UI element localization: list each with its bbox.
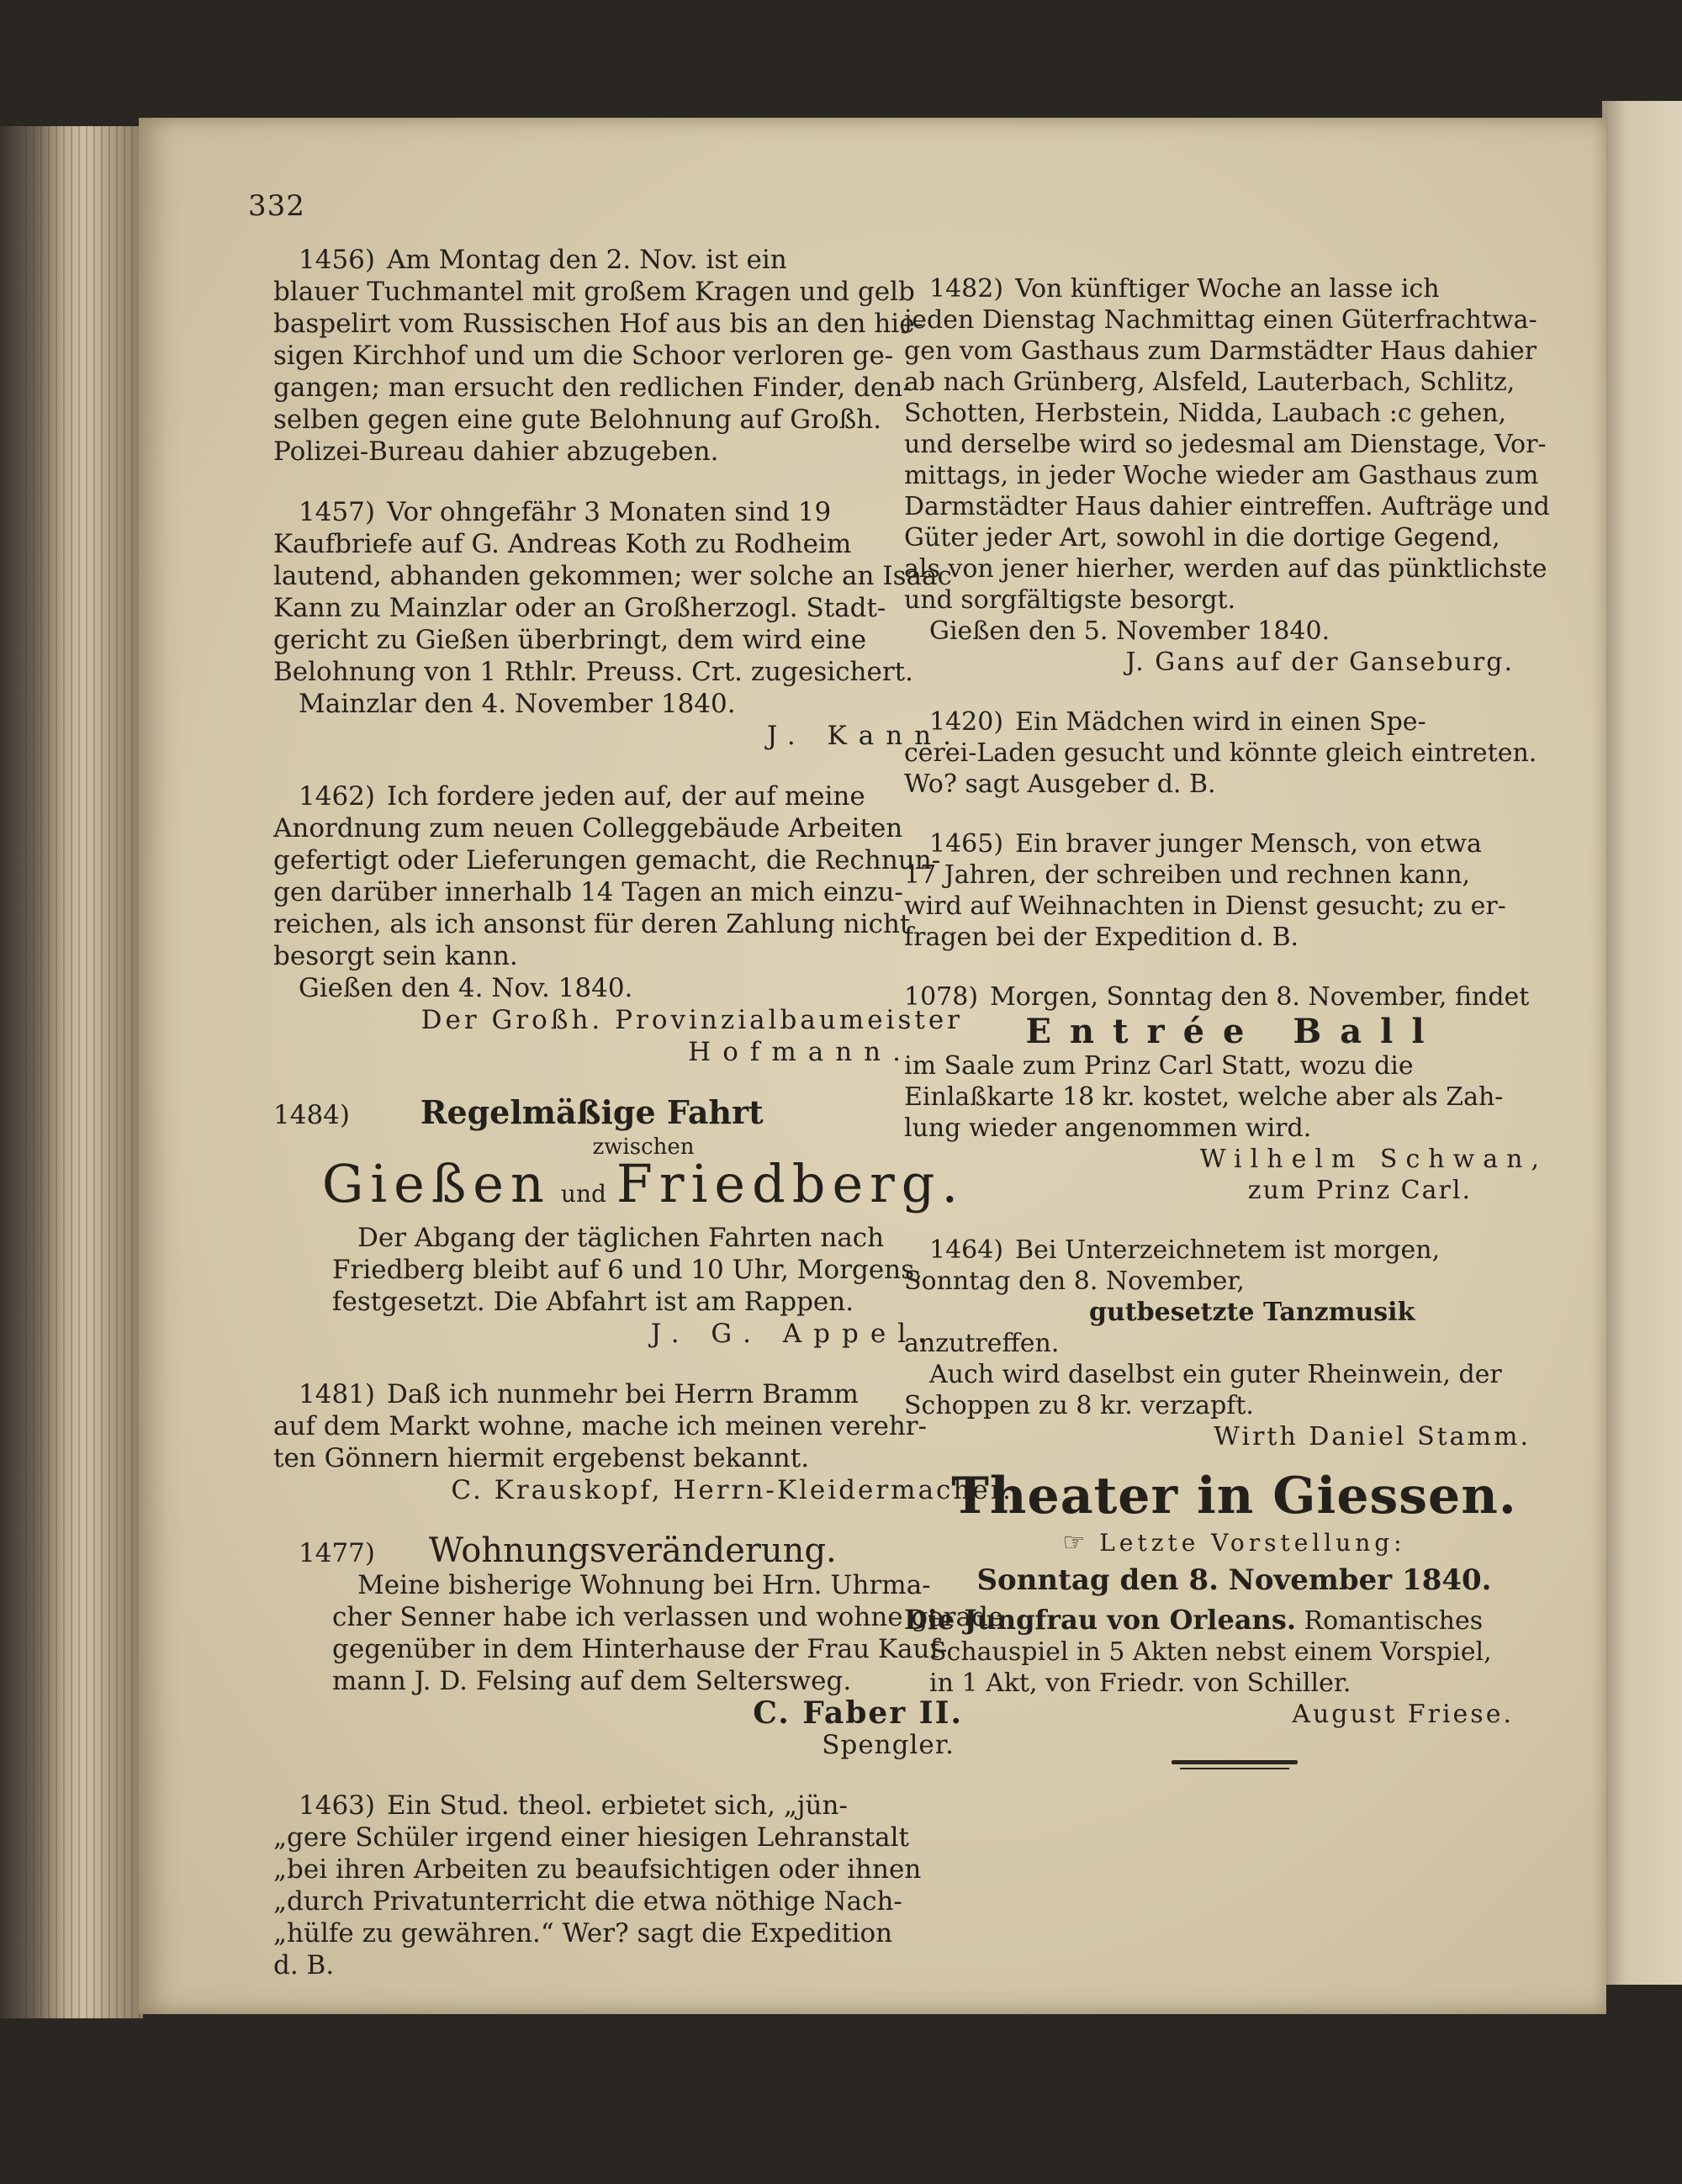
notice-line: gen vom Gasthaus zum Darmstädter Haus dahier	[904, 336, 1537, 366]
notice-subheading: zwischen	[592, 1134, 695, 1160]
notice-number: 1463)	[299, 1790, 375, 1821]
notice-line: und sorgfältigste besorgt.	[904, 585, 1236, 615]
signature: J. G. Appel.	[650, 1319, 938, 1349]
signature-place: zum Prinz Carl.	[1247, 1176, 1472, 1205]
notice-line: Auch wird daselbst ein guter Rheinwein, der	[929, 1360, 1502, 1389]
route-cities	[273, 1153, 1013, 1214]
connector-word: und	[560, 1180, 606, 1208]
page-number: 332	[248, 189, 305, 223]
notice-line: Güter jeder Art, sowohl in die dortige Gegend,	[904, 523, 1500, 553]
notice-number: 1078)	[904, 982, 979, 1012]
notice-line: „gere Schüler irgend einer hiesigen Lehranstalt	[273, 1822, 910, 1853]
notice-line: auf dem Markt wohne, mache ich meinen verehr-	[273, 1411, 928, 1441]
notice-line: Daß ich nunmehr bei Herrn Bramm	[387, 1379, 859, 1409]
notice-line: besorgt sein kann.	[273, 941, 518, 971]
notice-line: Ein braver junger Mensch, von etwa	[1015, 829, 1482, 859]
notice-line: Ein Stud. theol. erbietet sich, „jün-	[387, 1790, 848, 1821]
signature: Hofmann.	[688, 1037, 912, 1067]
notice-heading: Regelmäßige Fahrt	[420, 1093, 764, 1131]
notice-line: Kaufbriefe auf G. Andreas Koth zu Rodheim	[273, 529, 852, 559]
pointing-hand-icon: ☞	[1062, 1528, 1090, 1557]
notice-number: 1420)	[929, 707, 1004, 737]
notice-line: „bei ihren Arbeiten zu beaufsichtigen oder ihnen	[273, 1854, 922, 1885]
notice-number: 1456)	[299, 245, 375, 275]
notice-heading: gutbesetzte Tanzmusik	[1089, 1298, 1415, 1327]
signature: August Friese.	[1292, 1700, 1514, 1729]
notice-1484	[273, 1093, 1013, 1350]
notice-line: und derselbe wird so jedesmal am Dienstage, Vor-	[904, 430, 1547, 459]
theater-announcement	[904, 1467, 1564, 1769]
notice-line: Ich fordere jeden auf, der auf meine	[387, 781, 865, 812]
notice-1462	[273, 780, 1013, 1068]
notice-number: 1462)	[299, 781, 375, 812]
notice-line: Kann zu Mainzlar oder an Großherzogl. Stadt-	[273, 593, 886, 623]
notice-line: Friedberg bleibt auf 6 und 10 Uhr, Morgens,	[332, 1255, 923, 1285]
notice-line: ten Gönnern hiermit ergebenst bekannt.	[273, 1443, 810, 1473]
city-name: Friedberg.	[616, 1153, 965, 1214]
notice-number: 1481)	[299, 1379, 375, 1409]
notice-line: Sonntag den 8. November,	[904, 1267, 1245, 1296]
notice-line: gefertigt oder Lieferungen gemacht, die Rechnun-	[273, 845, 941, 875]
notice-line: Anordnung zum neuen Colleggebäude Arbeiten	[273, 813, 903, 843]
notice-1457	[273, 496, 1013, 752]
notice-line: gericht zu Gießen überbringt, dem wird eine	[273, 625, 867, 655]
notice-line: Einlaßkarte 18 kr. kostet, welche aber als Zah-	[904, 1082, 1504, 1112]
play-description: in 1 Akt, von Friedr. von Schiller.	[929, 1668, 1351, 1698]
notice-line: ab nach Grünberg, Alsfeld, Lauterbach, Schlitz,	[904, 368, 1515, 397]
signature: J. Kann.	[766, 721, 963, 751]
place-date: Mainzlar den 4. November 1840.	[299, 689, 736, 719]
notice-1477	[273, 1531, 1013, 1761]
notice-1463	[273, 1790, 1013, 1981]
notice-line: Bei Unterzeichnetem ist morgen,	[1015, 1235, 1441, 1265]
notice-number: 1477)	[299, 1538, 375, 1568]
notice-line: Schoppen zu 8 kr. verzapft.	[904, 1391, 1254, 1420]
signature: C. Faber II.	[753, 1695, 963, 1731]
signature: Wirth Daniel Stamm.	[1214, 1422, 1531, 1452]
place-date: Gießen den 5. November 1840.	[929, 616, 1330, 646]
city-name: Gießen	[321, 1153, 551, 1214]
notice-line: gegenüber in dem Hinterhause der Frau Kauf-	[332, 1634, 948, 1664]
notice-line: Ein Mädchen wird in einen Spe-	[1015, 707, 1426, 737]
theater-title: Theater in Giessen.	[951, 1467, 1517, 1526]
notice-line: blauer Tuchmantel mit großem Kragen und gelb	[273, 277, 915, 307]
notice-line: cher Senner habe ich verlassen und wohne gerade	[332, 1602, 1004, 1632]
place-date: Gießen den 4. Nov. 1840.	[299, 973, 633, 1003]
notice-number: 1465)	[929, 829, 1004, 859]
notice-line: sigen Kirchhof und um die Schoor verloren ge-	[273, 341, 894, 371]
notice-line: Meine bisherige Wohnung bei Hrn. Uhrma-	[357, 1570, 931, 1600]
notice-line: „hülfe zu gewähren.“ Wer? sagt die Expedition	[273, 1918, 893, 1949]
notice-line: Darmstädter Haus dahier eintreffen. Aufträge und	[904, 492, 1550, 521]
notice-line: d. B.	[273, 1950, 335, 1980]
play-description: Romantisches	[1304, 1606, 1484, 1636]
notice-line: gen darüber innerhalb 14 Tagen an mich einzu-	[273, 877, 903, 907]
notice-1456	[273, 244, 1013, 468]
notice-line: lautend, abhanden gekommen; wer solche an Isaac	[273, 561, 952, 591]
facing-page-edge	[1602, 101, 1682, 1985]
notice-line: 17 Jahren, der schreiben und rechnen kann,	[904, 860, 1471, 890]
newspaper-page	[139, 118, 1606, 2014]
notice-line: festgesetzt. Die Abfahrt ist am Rappen.	[332, 1287, 854, 1317]
play-description: Schauspiel in 5 Akten nebst einem Vorspiel,	[929, 1637, 1492, 1667]
signature-title: Der Großh. Provinzialbaumeister	[420, 1005, 963, 1035]
notice-line: wird auf Weihnachten in Dienst gesucht; zu er-	[904, 891, 1506, 921]
notice-line: jeden Dienstag Nachmittag einen Güterfrachtwa-	[904, 305, 1537, 335]
book-page-edges	[0, 126, 143, 2018]
notice-1464	[904, 1235, 1564, 1452]
notice-line: gangen; man ersucht den redlichen Finder, den-	[273, 373, 912, 403]
notice-line: baspelirt vom Russischen Hof aus bis an den hie-	[273, 309, 924, 339]
notice-number: 1484)	[273, 1100, 350, 1130]
signature: Wilhelm Schwan,	[1199, 1145, 1547, 1174]
notice-line: „durch Privatunterricht die etwa nöthige Nach-	[273, 1886, 902, 1917]
notice-1420	[904, 706, 1564, 800]
signature: C. Krauskopf, Herrn-Kleidermacher.	[451, 1475, 1013, 1505]
notice-1482	[904, 273, 1564, 678]
notice-line: im Saale zum Prinz Carl Statt, wozu die	[904, 1051, 1414, 1081]
notice-line: selben gegen eine gute Belohnung auf Großh.	[273, 405, 882, 435]
play-title: Die Jungfrau von Orleans.	[904, 1604, 1296, 1636]
notice-line: Wo? sagt Ausgeber d. B.	[904, 769, 1216, 799]
notice-line: fragen bei der Expedition d. B.	[904, 923, 1299, 952]
notice-line: Der Abgang der täglichen Fahrten nach	[357, 1223, 885, 1253]
notice-number: 1464)	[929, 1235, 1004, 1265]
signature-trade: Spengler.	[822, 1730, 955, 1760]
notice-heading: Entrée Ball	[1025, 1012, 1443, 1051]
notice-line: cerei-Laden gesucht und könnte gleich eintreten.	[904, 738, 1537, 768]
notice-line: mittags, in jeder Woche wieder am Gasthaus zum	[904, 461, 1539, 490]
right-column	[904, 273, 1564, 1798]
left-column	[273, 244, 1013, 2010]
notice-line: als von jener hierher, werden auf das pünktlichste	[904, 554, 1547, 584]
notice-1078	[904, 981, 1564, 1206]
closing-rule	[1172, 1760, 1298, 1764]
notice-line: reichen, als ich ansonst für deren Zahlung nicht	[273, 909, 911, 939]
theater-subtitle: Letzte Vorstellung:	[1099, 1529, 1406, 1557]
notice-line: lung wieder angenommen wird.	[904, 1113, 1312, 1143]
closing-rule-thin	[1180, 1768, 1289, 1769]
notice-line: anzutreffen.	[904, 1329, 1060, 1358]
notice-line: Morgen, Sonntag den 8. November, findet	[990, 982, 1530, 1012]
notice-line: Von künftiger Woche an lasse ich	[1015, 274, 1440, 304]
notice-line: Belohnung von 1 Rthlr. Preuss. Crt. zugesichert.	[273, 657, 913, 687]
notice-line: mann J. D. Felsing auf dem Seltersweg.	[332, 1666, 852, 1696]
signature: J. Gans auf der Ganseburg.	[1125, 648, 1514, 677]
notice-line: Polizei-Bureau dahier abzugeben.	[273, 436, 719, 467]
notice-number: 1457)	[299, 497, 375, 527]
notice-line: Vor ohngefähr 3 Monaten sind 19	[387, 497, 832, 527]
performance-date: Sonntag den 8. November 1840.	[976, 1563, 1492, 1597]
notice-1465	[904, 828, 1564, 953]
notice-heading: Wohnungsveränderung.	[428, 1531, 837, 1570]
notice-1481	[273, 1378, 1013, 1506]
notice-line: Am Montag den 2. Nov. ist ein	[387, 245, 787, 275]
notice-number: 1482)	[929, 274, 1004, 304]
notice-line: Schotten, Herbstein, Nidda, Laubach :c gehen,	[904, 399, 1507, 428]
